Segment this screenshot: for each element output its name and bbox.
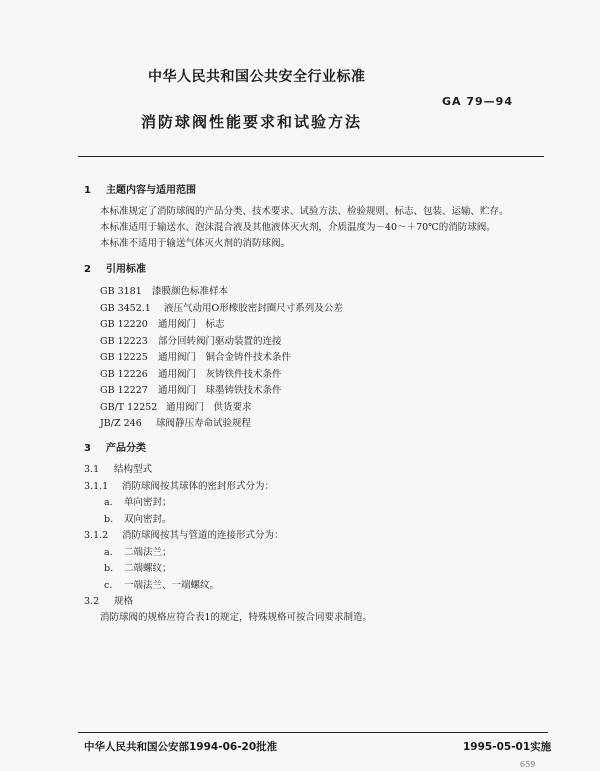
reference-code: GB 12220 [100, 319, 148, 330]
section-number: 3 [84, 443, 91, 454]
paragraph: 本标准适用于输送水、泡沫混合液及其他液体灭火剂，介质温度为－40～＋70℃的消防球阀。 [100, 222, 496, 233]
approval-line: 中华人民共和国公安部1994-06-20批准 [84, 741, 278, 753]
subsection-number: 3.1.2 [84, 530, 109, 541]
reference-code: GB/T 12252 [100, 402, 158, 413]
reference-item [100, 382, 282, 396]
section-title: 主题内容与适用范围 [106, 185, 196, 196]
section-1-heading [84, 181, 196, 196]
standard-name: 中华人民共和国公共安全行业标准 [148, 69, 366, 85]
reference-title: 部分回转阀门驱动装置的连接 [158, 336, 282, 347]
subsection-3-1-2 [84, 527, 284, 541]
reference-code: GB 3452.1 [100, 303, 151, 314]
reference-title: 通用阀门 标志 [158, 319, 225, 330]
list-item [104, 560, 172, 574]
reference-item [100, 333, 282, 347]
reference-title: 液压气动用O形橡胶密封圈尺寸系列及公差 [164, 303, 343, 314]
subsection-3-1-1 [84, 478, 274, 492]
page-number: 659 [520, 760, 536, 769]
reference-item [100, 366, 282, 380]
subsection-3-1 [84, 461, 152, 475]
reference-title: 球阀静压寿命试验规程 [156, 418, 252, 429]
list-text: 双向密封。 [124, 514, 172, 525]
section-number: 2 [84, 264, 91, 275]
section-2-heading [84, 260, 146, 275]
reference-item [100, 316, 225, 330]
reference-item [100, 399, 252, 413]
bottom-rule [78, 732, 548, 733]
reference-code: GB 3181 [100, 286, 142, 297]
reference-title: 通用阀门 铜合金铸件技术条件 [158, 352, 292, 363]
list-label: b. [104, 514, 114, 525]
list-label: c. [104, 580, 113, 591]
list-label: a. [104, 547, 113, 558]
section-title: 产品分类 [106, 443, 146, 454]
subsection-title: 结构型式 [114, 464, 153, 475]
reference-title: 漆膜颜色标准样本 [152, 286, 229, 297]
subsection-number: 3.1.1 [84, 481, 109, 492]
section-number: 1 [84, 185, 91, 196]
list-item [104, 511, 172, 525]
reference-item [100, 415, 251, 429]
reference-code: GB 12223 [100, 336, 148, 347]
subsection-title: 规格 [114, 596, 134, 607]
list-text: 一端法兰、一端螺纹。 [124, 580, 220, 591]
list-label: a. [104, 497, 113, 508]
implementation-date: 1995-05-01实施 [463, 741, 552, 753]
reference-item [100, 283, 228, 297]
list-text: 二端螺纹； [124, 563, 172, 574]
subsection-number: 3.1 [84, 464, 100, 475]
subsection-text: 消防球阀按其与管道的连接形式分为： [122, 530, 284, 541]
reference-code: JB/Z 246 [100, 418, 142, 429]
reference-item [100, 349, 291, 363]
list-item [104, 577, 219, 591]
subsection-text: 消防球阀按其球体的密封形式分为： [122, 481, 275, 492]
reference-item [100, 300, 343, 314]
list-item [104, 494, 172, 508]
list-text: 单向密封； [124, 497, 172, 508]
subsection-number: 3.2 [84, 596, 100, 607]
section-title: 引用标准 [106, 264, 146, 275]
reference-code: GB 12226 [100, 369, 148, 380]
standard-code: GA 79—94 [442, 95, 513, 108]
reference-code: GB 12225 [100, 352, 148, 363]
list-text: 二端法兰； [124, 547, 172, 558]
reference-title: 通用阀门 球墨铸铁技术条件 [158, 385, 282, 396]
top-rule [78, 156, 544, 157]
reference-code: GB 12227 [100, 385, 148, 396]
reference-title: 通用阀门 供货要求 [166, 402, 252, 413]
paragraph: 本标准规定了消防球阀的产品分类、技术要求、试验方法、检验规则、标志、包装、运输、贮存。 [100, 206, 509, 217]
paragraph: 消防球阀的规格应符合表1的规定，特殊规格可按合同要求制造。 [100, 612, 373, 623]
document-title: 消防球阀性能要求和试验方法 [141, 113, 363, 131]
reference-title: 通用阀门 灰铸铁件技术条件 [158, 369, 282, 380]
section-3-heading [84, 439, 146, 454]
subsection-3-2 [84, 593, 133, 607]
list-item [104, 544, 172, 558]
list-label: b. [104, 563, 114, 574]
paragraph: 本标准不适用于输送气体灭火剂的消防球阀。 [100, 238, 291, 249]
